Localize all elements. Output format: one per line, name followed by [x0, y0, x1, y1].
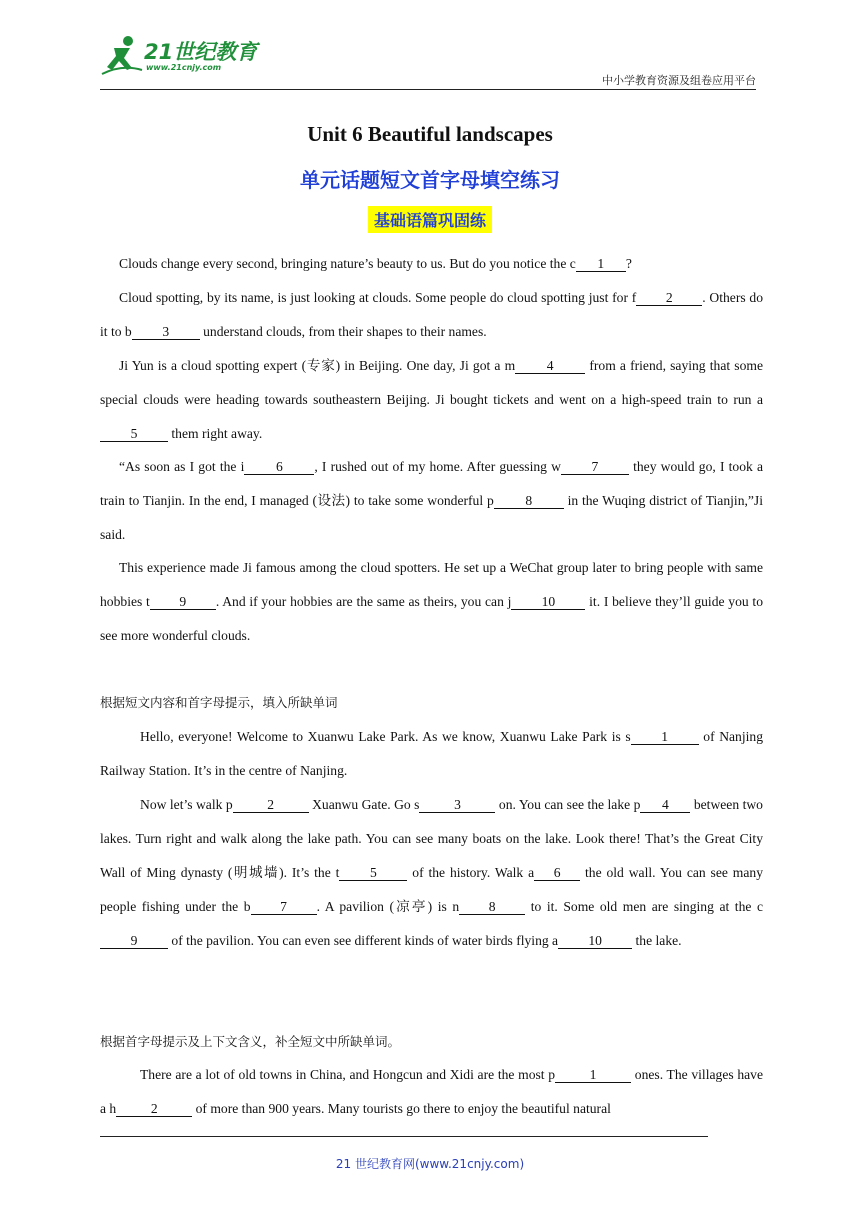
passage1-paragraph-3: Ji Yun is a cloud spotting expert (专家) in Beijing. One day, Ji got a m 4 from a friend, saying that some special clouds were heading towards southeastern Beijing. Ji bought tickets and went on a high-speed train to run a5 them right away.	[100, 358, 763, 441]
passage1-paragraph-4: “As soon as I got the i 6 , I rushed out of my home. After guessing w 7 they would go, I took a train to Tianjin. In the end, I managed (设法) to take some wonderful p 8 in the Wuqing district of Tianjin,”Ji said.	[100, 459, 764, 542]
page-title: Unit 6 Beautiful landscapes	[307, 122, 553, 146]
logo-url: www.21cnjy.com	[146, 63, 222, 72]
passage2-paragraph-2: Now let’s walk p 2 Xuanwu Gate. Go s 3 on. You can see the lake p 4 between two lakes. Turn right and walk along the lake path. You can see many boats on the lake. Look there! That’s the Great City Wall of Ming dynasty (明城墙). It’s the t 5 of the history. Walk a 6 the old wall. You can see many people fishing under the b 7 . A pavilion (凉亭) is n 8 to it. Some old men are singing at the c9 of the pavilion. You can even see different kinds of water birds flying a 10 the lake.	[100, 797, 764, 948]
blank-10[interactable]: 10	[511, 595, 585, 610]
blank-6[interactable]: 6	[244, 460, 314, 475]
passage2-instruction: 根据短文内容和首字母提示，填入所缺单词	[100, 695, 338, 710]
blank-7[interactable]: 7	[251, 900, 317, 915]
passage1-paragraph-1: Clouds change every second, bringing nature’s beauty to us. But do you notice the c 1 ?	[119, 256, 632, 271]
blank-8[interactable]: 8	[494, 494, 564, 509]
logo-text: 21世纪教育	[144, 40, 258, 64]
blank-2[interactable]: 2	[116, 1102, 192, 1117]
passage2-paragraph-1: Hello, everyone! Welcome to Xuanwu Lake Park. As we know, Xuanwu Lake Park is s 1 of Nanjing Railway Station. It’s in the centre of Nanjing.	[100, 729, 763, 778]
blank-7[interactable]: 7	[561, 460, 629, 475]
blank-2[interactable]: 2	[233, 798, 309, 813]
blank-4[interactable]: 4	[515, 359, 585, 374]
site-logo	[100, 30, 270, 80]
blank-9[interactable]: 9	[100, 934, 168, 949]
passage3-instruction: 根据首字母提示及上下文含义，补全短文中所缺单词。	[100, 1034, 401, 1049]
passage1-paragraph-2: Cloud spotting, by its name, is just looking at clouds. Some people do cloud spotting just for f 2 . Others do it to b 3 understand clouds, from their shapes to their names.	[100, 290, 763, 339]
passage1-paragraph-5: This experience made Ji famous among the cloud spotters. He set up a WeChat group later to bring people with same hobbies t 9 . And if your hobbies are the same as theirs, you can j 10 it. I believe they’ll guide you to see more wonderful clouds.	[100, 560, 763, 643]
section-label: 基础语篇巩固练	[368, 206, 492, 233]
blank-3[interactable]: 3	[419, 798, 495, 813]
blank-6[interactable]: 6	[534, 866, 580, 881]
passage3-paragraph-1: There are a lot of old towns in China, and Hongcun and Xidi are the most p 1 ones. The villages have a h 2 of more than 900 years. Many tourists go there to enjoy the beautiful natural	[100, 1067, 763, 1116]
page-footer[interactable]: 21 世纪教育网(www.21cnjy.com)	[335, 1157, 525, 1171]
blank-5[interactable]: 5	[100, 427, 168, 442]
page-subtitle: 单元话题短文首字母填空练习	[300, 168, 560, 192]
header-tagline: 中小学教育资源及组卷应用平台	[602, 74, 756, 87]
header-divider	[100, 89, 756, 90]
blank-1[interactable]: 1	[631, 730, 699, 745]
blank-4[interactable]: 4	[640, 798, 690, 813]
blank-9[interactable]: 9	[150, 595, 216, 610]
blank-2[interactable]: 2	[636, 291, 702, 306]
runner-logo-icon	[100, 34, 144, 76]
page-header	[100, 30, 756, 90]
blank-5[interactable]: 5	[339, 866, 407, 881]
blank-8[interactable]: 8	[459, 900, 525, 915]
blank-3[interactable]: 3	[132, 325, 200, 340]
blank-1[interactable]: 1	[555, 1068, 631, 1083]
footer-divider	[100, 1136, 708, 1137]
blank-1[interactable]: 1	[576, 257, 626, 272]
blank-10[interactable]: 10	[558, 934, 632, 949]
